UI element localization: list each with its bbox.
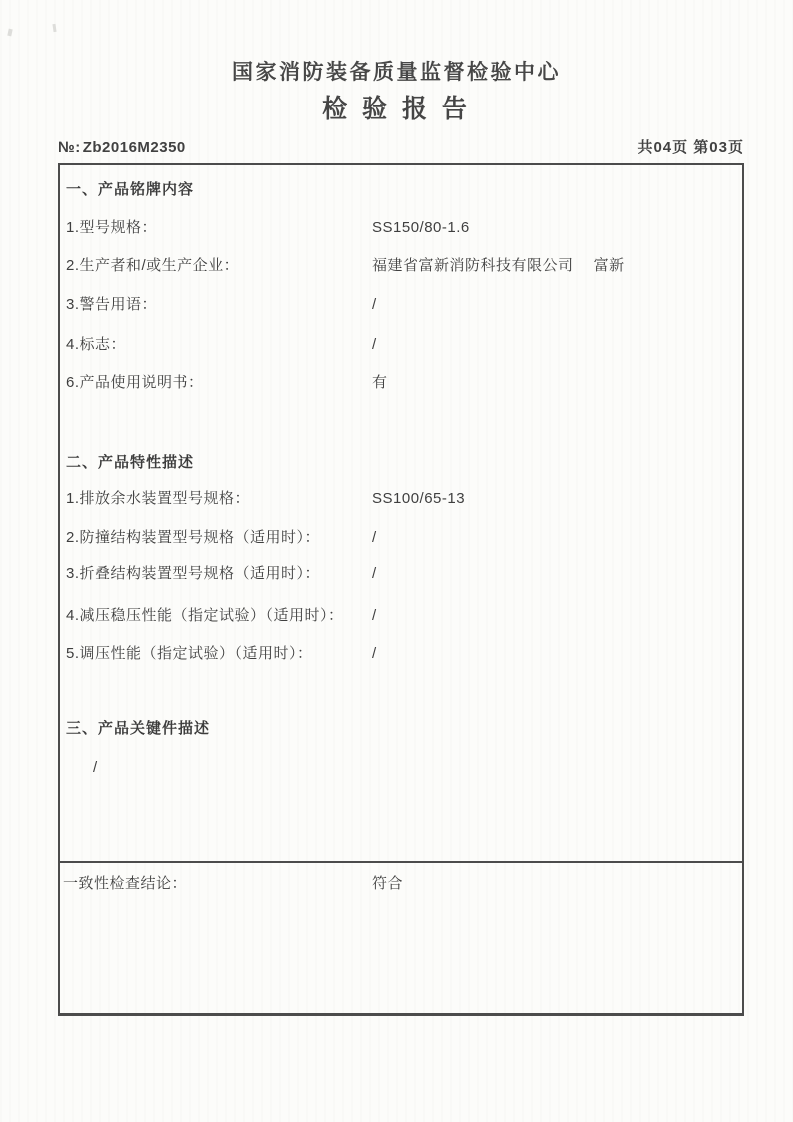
report-number-label: №: xyxy=(58,139,81,156)
section-1-heading: 一、产品铭牌内容 xyxy=(66,181,195,198)
field-anticollision-device: 2.防撞结构装置型号规格（适用时）： / xyxy=(66,529,377,546)
field-key-components: / xyxy=(93,759,98,776)
field-pressure-regulation: 5.调压性能（指定试验）（适用时）： / xyxy=(66,645,377,662)
field-warning-text: 3.警告用语： / xyxy=(66,296,377,313)
field-folding-device: 3.折叠结构装置型号规格（适用时）： / xyxy=(66,565,377,582)
org-title: 国家消防装备质量监督检验中心 xyxy=(232,61,561,84)
field-manual: 6.产品使用说明书： 有 xyxy=(66,374,388,391)
field-manufacturer: 2.生产者和/或生产企业： 福建省富新消防科技有限公司 富新 xyxy=(66,257,625,274)
report-title: 检 验 报 告 xyxy=(322,95,471,123)
section-3-heading: 三、产品关键件描述 xyxy=(66,720,211,737)
table-divider xyxy=(58,861,744,863)
report-number xyxy=(58,139,186,156)
field-pressure-reduction: 4.减压稳压性能（指定试验）（适用时）： / xyxy=(66,607,377,624)
field-model-spec: 1.型号规格： SS150/80-1.6 xyxy=(66,219,470,236)
field-drain-device: 1.排放余水装置型号规格： SS100/65-13 xyxy=(66,490,466,507)
meta-row xyxy=(58,136,744,157)
scan-speck xyxy=(52,24,56,32)
report-table xyxy=(58,163,744,1016)
section-2-heading: 二、产品特性描述 xyxy=(66,454,195,471)
scan-speck xyxy=(7,29,12,37)
field-marking: 4.标志： / xyxy=(66,336,377,353)
conclusion-row: 一致性检查结论： 符合 xyxy=(63,875,404,892)
page-info: 共04页 第03页 xyxy=(637,139,744,156)
report-number-value: Zb2016M2350 xyxy=(82,139,186,156)
